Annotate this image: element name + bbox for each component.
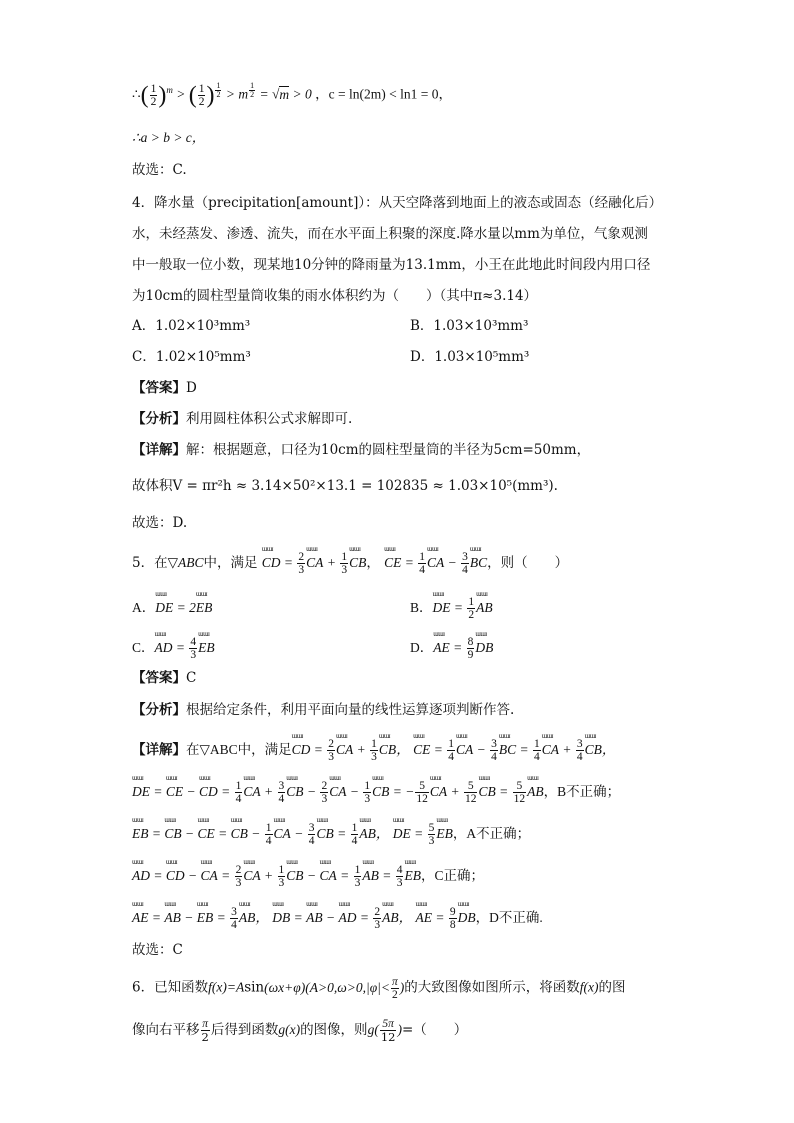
q6-stem-2d: =（ ） [401, 1022, 468, 1038]
q4-analysis-text: 利用圆柱体积公式求解即可. [186, 411, 353, 427]
q4-detail-text: 解：根据题意，口径为10cm的圆柱型量筒的半径为5cm=50mm， [186, 442, 591, 458]
q3-c-expression: ，c = ln(2m) < ln1 = 0， [315, 86, 452, 102]
q3-inequality-line: ∴( $\frac{1}{2}$ )$^m$ > ( $\frac{1}{2}$ ) $^{\frac{1}{2}}$ > m $^{\frac{1}{2}}$ = √m > 0 ，c = ln(2m) < ln1 = 0， [132, 81, 452, 109]
detail-label: 【详解】 [132, 442, 186, 458]
q5-option-d: D．ɯɯɪ AE = $\frac{8}{9}$ ɯɯɪ DB [410, 632, 493, 661]
q5-detail-line-2: ɯɯɪ DE = ɯɯɪ CE − ɯɯɪ CD = $\frac{1}{4}$ ɯɯɪ CA + $\frac{3}{4}$ ɯɯɪ CB − $\frac{2}{3}$ ɯɯɪ CA − $\frac{1}{3}$ ɯɯɪ CB = − $\frac{5}{12}$ ɯɯɪ CA + $\frac{5}{12}$ ɯɯɪ CB = $\frac{5}{12}$ ɯɯɪ AB，B不正确； [132, 776, 620, 805]
q6-stem-1a: 6．已知函数 [132, 979, 209, 996]
q4-detail-2: 故体积V = πr²h ≈ 3.14×50²×13.1 = 102835 ≈ 1.03×10⁵(mm³). [132, 478, 558, 494]
q5-stem-mid: 中，满足 [203, 555, 258, 571]
analysis-label: 【分析】 [132, 411, 186, 427]
q5-detail-line-3: ɯɯɪ EB = ɯɯɪ CB − ɯɯɪ CE = ɯɯɪ CB − $\frac{1}{4}$ ɯɯɪ CA − $\frac{3}{4}$ ɯɯɪ CB = $\frac{1}{4}$ ɯɯɪ AB， ɯɯɪ DE = $\frac{5}{3}$ ɯɯɪ EB，A不正确； [132, 818, 530, 847]
q5-detail-line-4: ɯɯɪ AD = ɯɯɪ CD − ɯɯɪ CA = $\frac{2}{3}$ ɯɯɪ CA + $\frac{1}{3}$ ɯɯɪ CB − ɯɯɪ CA = $\frac{1}{3}$ ɯɯɪ AB = $\frac{4}{3}$ ɯɯɪ EB，C正确； [132, 860, 484, 889]
q6-stem-2c: 的图像，则 [300, 1022, 368, 1038]
q5-stem-prefix: 5．在 [132, 555, 168, 571]
q4-answer-value: D [186, 380, 197, 396]
q6-stem-1c: 的图 [598, 979, 626, 996]
q5-detail-line-5: ɯɯɪ AE = ɯɯɪ AB − ɯɯɪ EB = $\frac{3}{4}$ ɯɯɪ AB， ɯɯɪ DB = ɯɯɪ AB − ɯɯɪ AD = $\frac{2}{3}$ ɯɯɪ AB， ɯɯɪ AE = $\frac{9}{8}$ ɯɯɪ DB，D不正确. [132, 902, 543, 931]
q6-stem-2a: 像向右平移 [132, 1022, 200, 1038]
answer-label: 【答案】 [132, 380, 186, 396]
q5-stem-end: ，则（ ） [487, 555, 569, 571]
q5-analysis-text: 根据给定条件，利用平面向量的线性运算逐项判断作答. [186, 702, 515, 718]
q5-option-a-label: A． [132, 600, 156, 615]
analysis-label: 【分析】 [132, 702, 186, 718]
answer-label: 【答案】 [132, 670, 186, 686]
q6-stem-1b: 的大致图像如图所示，将函数 [404, 979, 580, 996]
q4-choice: 故选：D. [132, 515, 188, 531]
q3-conclusion: ∴a > b > c， [132, 130, 206, 145]
q5-option-c-label: C． [132, 640, 155, 655]
q6-stem-2b: 后得到函数 [210, 1022, 279, 1038]
q5-c-verdict: ，C正确； [420, 868, 484, 883]
q4-stem-line-1: 4．降水量（precipitation[amount]）：从天空降落到地面上的液态或固态（经融化后） [132, 195, 663, 211]
q5-triangle: ▽ABC [167, 555, 204, 570]
q5-detail-prefix: 在▽ABC中，满足 [186, 742, 292, 757]
q3-choice: 故选：C. [132, 162, 187, 178]
q5-stem: 5．在▽ABC中，满足 ɯɯɪ CD = $\frac{2}{3}$ ɯɯɪ CA + $\frac{1}{3}$ ɯɯɪ CB， ɯɯɪ CE = $\frac{1}{4}$ ɯɯɪ CA − $\frac{3}{4}$ ɯɯɪ BC，则（ ） [132, 547, 568, 576]
q5-option-a: A．ɯɯɪ DE = 2ɯɯɪ EB [132, 592, 212, 618]
q4-stem-line-2: 水，未经蒸发、渗透、流失，而在水平面上积聚的深度.降水量以mm为单位，气象观测 [132, 226, 648, 242]
q4-stem-line-3: 中一般取一位小数，现某地10分钟的降雨量为13.1mm，小王在此地此时间段内用口径 [132, 257, 651, 273]
q4-option-d: D．1.03×10⁵mm³ [410, 349, 530, 365]
q4-detail-1 [132, 440, 590, 460]
q5-answer [132, 668, 196, 688]
q4-analysis [132, 409, 352, 429]
q5-option-b-label: B． [410, 600, 433, 615]
q5-d-verdict: ，D不正确. [475, 910, 543, 925]
q5-option-c: C．ɯɯɪ AD = $\frac{4}{3}$ ɯɯɪ EB [132, 632, 215, 661]
q5-b-verdict: ，B不正确； [543, 784, 621, 799]
q4-stem-line-4: 为10cm的圆柱型量筒收集的雨水体积约为（ ）（其中π≈3.14） [132, 288, 538, 304]
detail-label: 【详解】 [132, 742, 186, 757]
q5-analysis [132, 700, 514, 720]
q4-option-b: B．1.03×10³mm³ [410, 318, 529, 334]
q5-option-b: B．ɯɯɪ DE = $\frac{1}{2}$ ɯɯɪ AB [410, 592, 493, 621]
q5-answer-value: C [186, 670, 197, 686]
q5-a-verdict: ，A不正确； [452, 826, 531, 841]
q6-stem-line-2: 像向右平移 $\frac{\pi}{2}$ 后得到函数g(x)的图像，则g( $\frac{5\pi}{12}$ )=（ ） [132, 1018, 468, 1044]
q5-option-d-label: D． [410, 640, 434, 655]
q4-option-a: A．1.02×10³mm³ [132, 318, 251, 334]
q5-detail-line-1: 【详解】在▽ABC中，满足ɯɯɪ CD = $\frac{2}{3}$ ɯɯɪ CA + $\frac{1}{3}$ ɯɯɪ CB， ɯɯɪ CE = $\frac{1}{4}$ ɯɯɪ CA − $\frac{3}{4}$ ɯɯɪ BC = $\frac{1}{4}$ ɯɯɪ CA + $\frac{3}{4}$ ɯɯɪ CB， [132, 734, 615, 763]
q6-stem-line-1: 6．已知函数f(x)=Asin(ωx+φ)(A>0,ω>0,|φ|< $\frac{\pi}{2}$ )的大致图像如图所示，将函数f(x)的图 [132, 976, 626, 1001]
q4-answer [132, 378, 197, 398]
q4-option-c: C．1.02×10⁵mm³ [132, 349, 251, 365]
q5-choice: 故选：C [132, 942, 183, 958]
